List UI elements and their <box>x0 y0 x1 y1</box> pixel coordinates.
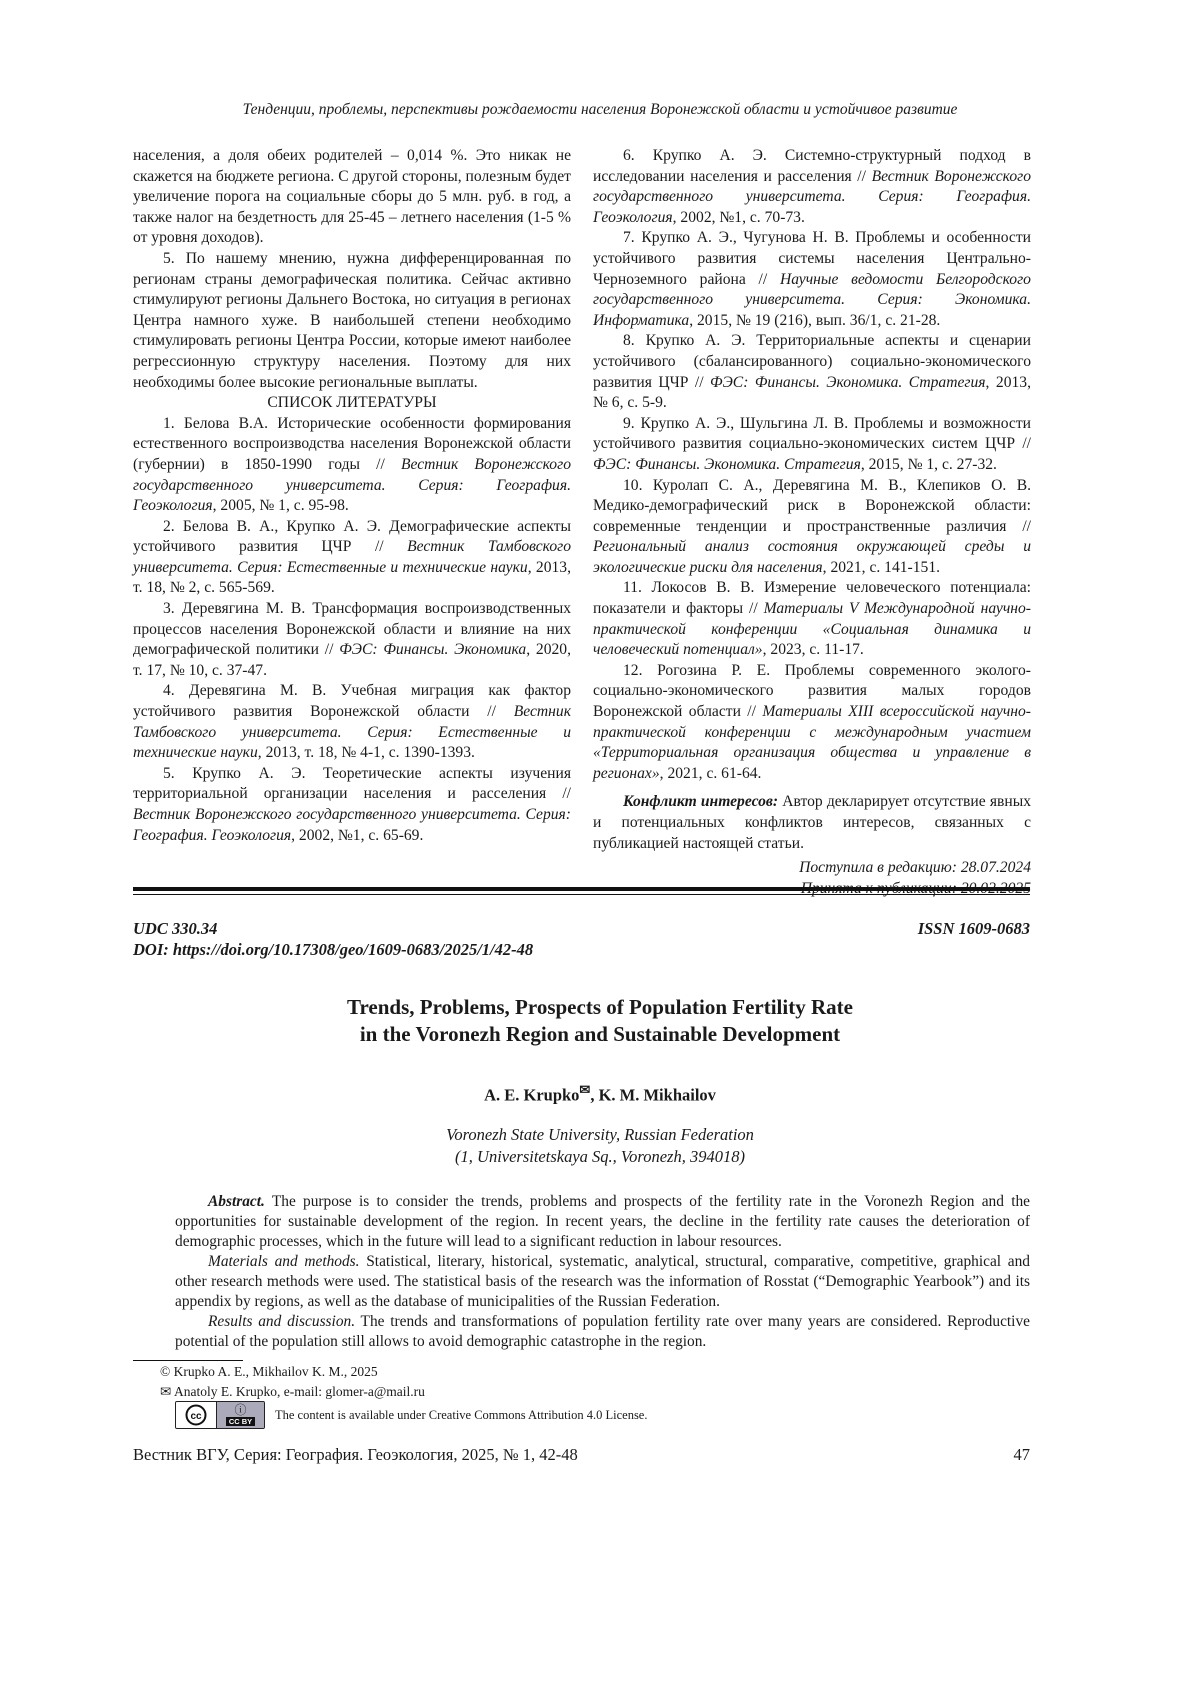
page-number: 47 <box>1014 1445 1031 1465</box>
reference-item <box>593 476 1031 579</box>
reference-tail: , 2002, №1, с. 70-73. <box>673 209 805 226</box>
conflict-of-interest: Конфликт интересов: Автор декларирует отсутствие явных и потенциальных конфликтов интересов, связанных с публикацией настоящей статьи. <box>593 792 1031 854</box>
license-line <box>175 1401 647 1429</box>
reference-italic: Научные ведомости Белгородского государственного университета. Серия: Экономика. Информатика <box>593 271 1031 329</box>
section-divider-thin <box>133 894 1030 895</box>
attribution-icon: ⓘ <box>234 1404 246 1417</box>
reference-italic: Вестник Тамбовского университета. Серия: Естественные и технические науки <box>133 538 571 576</box>
reference-plain: 7. Крупко А. Э., Чугунова Н. В. Проблемы и особенности устойчивого развития системы населения Центрально-Черноземного района // <box>593 229 1031 287</box>
reference-italic: Вестник Воронежского государственного университета. Серия: География. Геоэкология <box>133 806 571 844</box>
abstract-results: Results and discussion. The trends and transformations of population fertility rate over many years are considered. Reproductive potential of the population still allows to avoid demographic catastrophe in the region. <box>175 1312 1030 1352</box>
journal-reference: Вестник ВГУ, Серия: География. Геоэкология, 2025, № 1, 42-48 <box>133 1445 578 1465</box>
reference-item <box>593 578 1031 660</box>
reference-italic: Региональный анализ состояния окружающей среды и экологические риски для населения <box>593 538 1031 576</box>
received-date: Поступила в редакцию: 28.07.2024 <box>593 858 1031 879</box>
contact-note: ✉ Anatoly E. Krupko, e-mail: glomer-a@mail.ru <box>160 1382 425 1402</box>
reference-plain: 11. Локосов В. В. Измерение человеческого потенциала: показатели и факторы // <box>593 579 1031 617</box>
reference-tail: , 2021, с. 61-64. <box>660 765 762 782</box>
svg-text:cc: cc <box>190 1411 202 1422</box>
reference-plain: 8. Крупко А. Э. Территориальные аспекты и сценарии устойчивого (сбалансированного) социально-экономического развития ЦЧР // <box>593 332 1031 390</box>
reference-tail: , 2020, т. 17, № 10, с. 37-47. <box>133 641 571 679</box>
reference-italic: ФЭС: Финансы. Экономика. Стратегия <box>593 456 861 473</box>
references-list-left <box>133 414 571 846</box>
reference-tail: , 2023, с. 11-17. <box>763 641 864 658</box>
reference-plain: 10. Куролап С. А., Деревягина М. В., Клепиков О. В. Медико-демографический риск в Воронежской области: современные тенденции и пространственные различия // <box>593 477 1031 535</box>
copyright-note: © Krupko A. E., Mikhailov K. M., 2025 <box>160 1362 378 1382</box>
left-column <box>133 146 571 846</box>
reference-plain: 3. Деревягина М. В. Трансформация воспроизводственных процессов населения Воронежской области и влияние на них демографической политики // <box>133 600 571 658</box>
reference-plain: 12. Рогозина Р. Е. Проблемы современного эколого-социально-экономического развития малых городов Воронежской области // <box>593 662 1031 720</box>
reference-italic: Вестник Тамбовского университета. Серия: Естественные и технические науки <box>133 703 571 761</box>
footnote-rule <box>133 1360 243 1361</box>
reference-item <box>133 414 571 517</box>
reference-italic: Вестник Воронежского государственного университета. Серия: География. Геоэкология <box>133 456 571 514</box>
reference-tail: , 2015, № 19 (216), вып. 36/1, с. 21-28. <box>689 312 940 329</box>
issn: ISSN 1609-0683 <box>918 918 1030 939</box>
section-divider <box>133 887 1030 891</box>
authors: A. E. Krupko✉, K. M. Mikhailov <box>0 1082 1200 1106</box>
reference-plain: 5. Крупко А. Э. Теоретические аспекты изучения территориальной организации населения и расселения // <box>133 765 571 803</box>
reference-italic: ФЭС: Финансы. Экономика. Стратегия <box>710 374 986 391</box>
reference-item <box>593 331 1031 413</box>
reference-item <box>593 146 1031 228</box>
affiliation: Voronezh State University, Russian Federation (1, Universitetskaya Sq., Voronezh, 394018) <box>0 1124 1200 1168</box>
reference-item <box>593 414 1031 476</box>
reference-item <box>133 764 571 846</box>
abstract-methods: Materials and methods. Statistical, literary, historical, systematic, analytical, structural, comparative, competitive, graphical and other research methods were used. The statistical basis of the research was the information of Rosstat (“Demographic Yearbook”) and its appendix by regions, as well as the database of municipalities of the Russian Federation. <box>175 1252 1030 1312</box>
reference-plain: 9. Крупко А. Э., Шульгина Л. В. Проблемы и возможности устойчивого развития социально-экономических систем ЦЧР // <box>593 415 1031 453</box>
reference-plain: 1. Белова В.А. Исторические особенности формирования естественного воспроизводства населения Воронежской области (губернии) в 1850-1990 годы // <box>133 415 571 473</box>
reference-italic: ФЭС: Финансы. Экономика <box>339 641 526 658</box>
attribution-segment <box>217 1402 264 1428</box>
reference-plain: 2. Белова В. А., Крупко А. Э. Демографические аспекты устойчивого развития ЦЧР // <box>133 518 571 556</box>
cc-icon <box>176 1402 217 1428</box>
envelope-icon: ✉ <box>579 1082 590 1097</box>
udc: UDC 330.34 <box>133 918 217 939</box>
reference-tail: , 2013, № 6, с. 5-9. <box>593 374 1031 412</box>
reference-item <box>133 599 571 681</box>
doi-link[interactable]: DOI: https://doi.org/10.17308/geo/1609-0683/2025/1/42-48 <box>133 939 533 960</box>
reference-item <box>133 681 571 763</box>
reference-plain: 6. Крупко А. Э. Системно-структурный подход в исследовании населения и расселения // <box>593 147 1031 185</box>
reference-italic: Материалы XIII всероссийской научно-практической конференции с международным участием «Территориальная организация общества и управление в регионах» <box>593 703 1031 782</box>
reference-tail: , 2015, № 1, с. 27-32. <box>861 456 997 473</box>
cc-badge-label: CC BY <box>226 1417 255 1426</box>
reference-tail: , 2002, №1, с. 65-69. <box>291 827 423 844</box>
reference-item <box>593 228 1031 331</box>
abstract-purpose: Abstract. The purpose is to consider the trends, problems and prospects of the fertility rate in the Voronezh Region and the opportunities for sustainable development of the region. In recent years, the decline in the fertility rate causes the deterioration of demographic processes, which in the future will lead to a significant reduction in labour resources. <box>175 1192 1030 1252</box>
body-paragraph: 5. По нашему мнению, нужна дифференцированная по регионам страны демографическая политика. Сейчас активно стимулируют регионы Дальнего Востока, но ситуация в регионах Центра намного хуже. В наибольшей степени необходимо стимулировать регионы Центра России, которые имеют наиболее регрессионную структуру населения. Поэтому для них необходимы более высокие региональные выплаты. <box>133 249 571 393</box>
right-column <box>593 146 1031 899</box>
article-title: Trends, Problems, Prospects of Population Fertility Rate in the Voronezh Region and Sustainable Development <box>0 994 1200 1048</box>
envelope-icon: ✉ <box>160 1384 171 1399</box>
reference-tail: , 2005, № 1, с. 95-98. <box>213 497 349 514</box>
reference-item <box>593 661 1031 785</box>
reference-item <box>133 517 571 599</box>
references-list-right <box>593 146 1031 784</box>
reference-plain: 4. Деревягина М. В. Учебная миграция как фактор устойчивого развития Воронежской области // <box>133 682 571 720</box>
reference-italic: Материалы V Международной научно-практической конференции «Социальная динамика и человеческий потенциал» <box>593 600 1031 658</box>
running-header: Тенденции, проблемы, перспективы рождаемости населения Воронежской области и устойчивое развитие <box>0 101 1200 119</box>
body-paragraph: населения, а доля обеих родителей – 0,014 %. Это никак не скажется на бюджете региона. С другой стороны, полезным будет увеличение порога на социальные сборы до 5 млн. руб. в год, а также налог на бездетность для 25-45 – летнего населения (1-5 % от уровня доходов). <box>133 146 571 249</box>
reference-tail: , 2013, т. 18, № 2, с. 565-569. <box>133 559 571 597</box>
license-text[interactable]: The content is available under Creative Commons Attribution 4.0 License. <box>275 1408 647 1423</box>
references-heading: СПИСОК ЛИТЕРАТУРЫ <box>133 393 571 414</box>
reference-tail: , 2021, с. 141-151. <box>823 559 940 576</box>
reference-italic: Вестник Воронежского государственного университета. Серия: География. Геоэкология <box>593 168 1031 226</box>
abstract <box>175 1192 1030 1352</box>
cc-by-badge <box>175 1401 265 1429</box>
reference-tail: , 2013, т. 18, № 4-1, с. 1390-1393. <box>258 744 475 761</box>
